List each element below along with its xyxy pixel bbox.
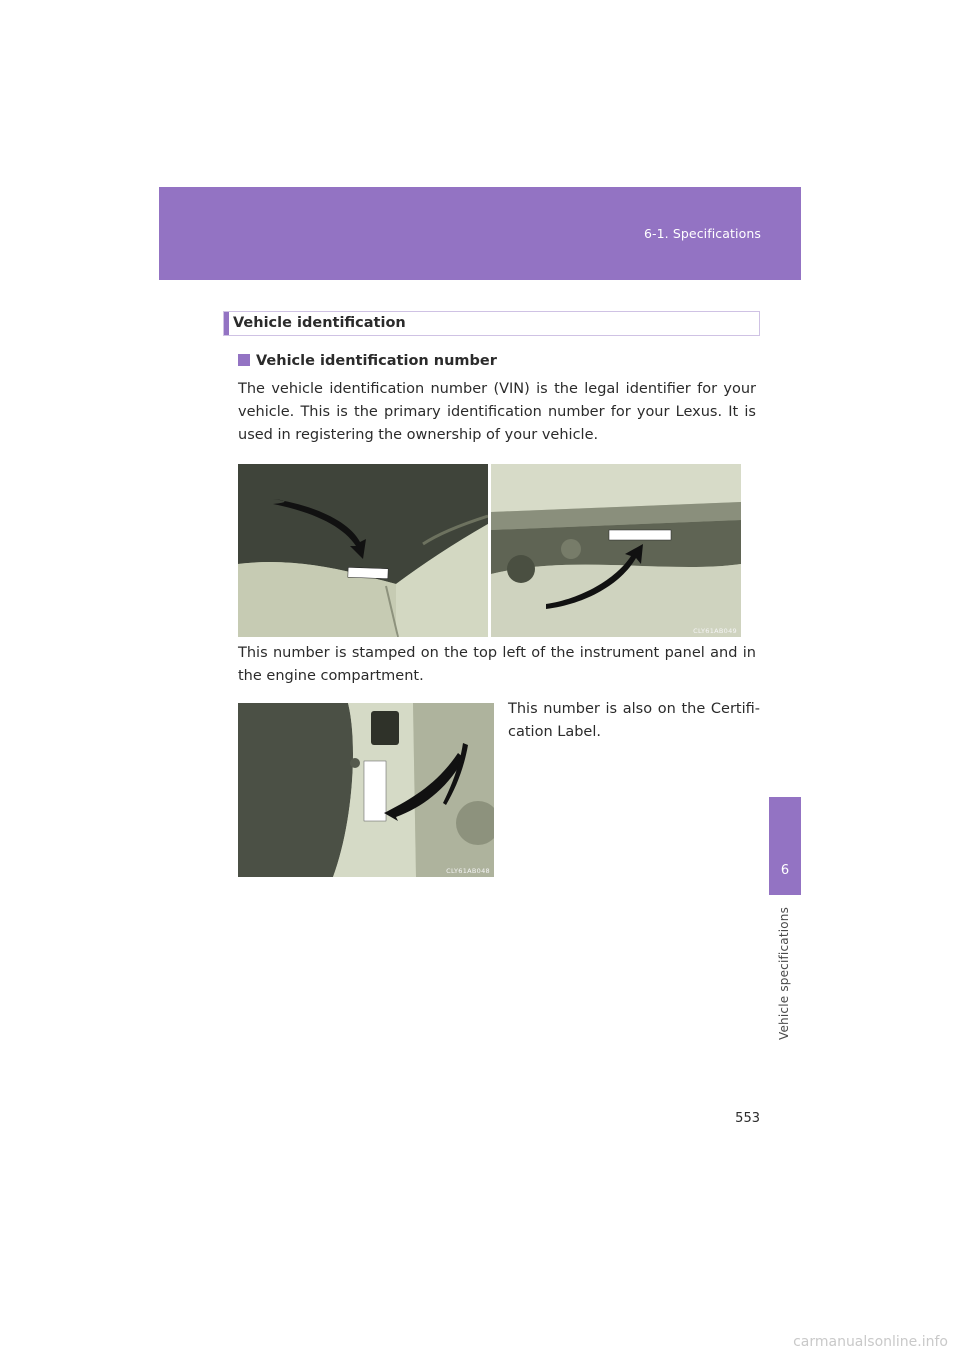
figure-code: CLY61AB048 [446, 867, 490, 875]
paragraph-stamped-location: This number is stamped on the top left of the instrument panel and in the engine compartment. [238, 645, 756, 684]
subheading [238, 353, 497, 369]
chapter-label-wrap [769, 900, 801, 1050]
photo-instrument-panel [238, 464, 488, 637]
photo-engine-compartment [491, 464, 741, 637]
photo-certification-label [238, 703, 494, 877]
figure-code: CLY61AB049 [693, 627, 737, 635]
chapter-number: 6 [780, 863, 790, 878]
paragraph-certification-label: This number is also on the Certifi- cation Label. [508, 701, 760, 740]
section-heading [223, 311, 760, 336]
square-bullet-icon [238, 354, 250, 366]
header-band [159, 187, 801, 280]
subheading-text: Vehicle identification number [256, 353, 497, 369]
page-number: 553 [735, 1111, 760, 1126]
heading-accent-bar [224, 312, 229, 335]
chapter-label: Vehicle specifications [777, 906, 791, 1040]
section-heading-text: Vehicle identification [233, 315, 406, 331]
paragraph-vin-description: The vehicle identification number (VIN) is the legal identifier for your vehicle. This is the primary identification number for your Lexus. It is used in registering the ownership of your vehicle. [238, 381, 756, 443]
watermark-text: carmanualsonline.info [793, 1334, 948, 1350]
chapter-tab [769, 797, 801, 895]
section-title: 6-1. Specifications [643, 226, 761, 241]
